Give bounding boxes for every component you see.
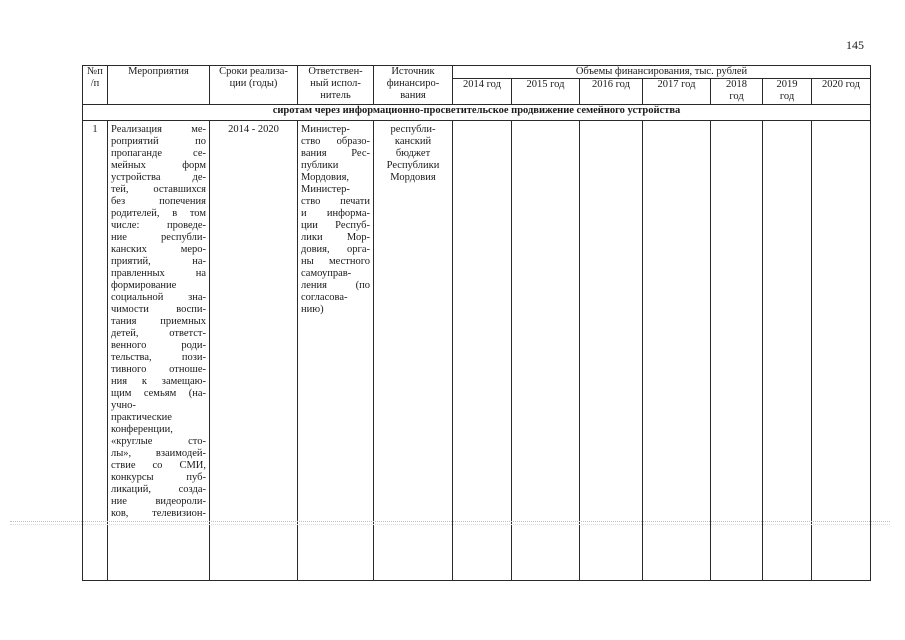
text-line: венного роди-: [111, 340, 206, 351]
text-line: канских меро-: [111, 244, 206, 255]
text-line: самоуправ-: [301, 268, 352, 279]
text-line: формирование: [111, 280, 177, 291]
text-line: ние видеороли-: [111, 496, 206, 507]
text-line: ков, телевизион-: [111, 508, 206, 519]
source-text: [374, 121, 452, 184]
measure-text: [108, 121, 209, 520]
text-line: ние республи-: [111, 232, 206, 243]
text-line: ны местного: [301, 256, 370, 267]
text-line: числе: проведе-: [111, 220, 206, 231]
text-line: правленных на: [111, 268, 206, 279]
text-line: тей, оставшихся: [111, 184, 206, 195]
header-year-2016: 2016 год: [580, 79, 643, 105]
amount-2017: [643, 121, 711, 581]
text-line: учно-: [111, 400, 136, 411]
text-line: социальной зна-: [111, 292, 206, 303]
text-line: родителей, в том: [111, 208, 206, 219]
text-line: Мордовия,: [301, 172, 350, 183]
text-line: тивного отноше-: [111, 364, 206, 375]
text-line: практические: [111, 412, 172, 423]
amount-2018: [711, 121, 763, 581]
text-line: нию): [301, 304, 324, 315]
header-responsible: Ответствен- ный испол- нитель: [298, 66, 374, 105]
amount-2020: [812, 121, 871, 581]
table-row: [83, 121, 871, 581]
amount-2019: [763, 121, 812, 581]
header-year-2020: 2020 год: [812, 79, 871, 105]
amount-2014: [453, 121, 512, 581]
text-line: конкурсы пуб-: [111, 472, 206, 483]
text-line: «круглые сто-: [111, 436, 206, 447]
text-line: Министер-: [301, 124, 350, 135]
header-year-2019: 2019 год: [763, 79, 812, 105]
text-line: чимости воспи-: [111, 304, 206, 315]
text-line: щим семьям (на-: [111, 388, 206, 399]
text-line: ликаций, созда-: [111, 484, 206, 495]
text-line: вания Рес-: [301, 148, 370, 159]
text-line: республи-: [390, 124, 436, 135]
text-line: пропаганде се-: [111, 148, 206, 159]
text-line: устройства де-: [111, 172, 206, 183]
row-number: 1: [83, 121, 108, 581]
text-line: лики Мор-: [301, 232, 370, 243]
text-line: детей, ответст-: [111, 328, 206, 339]
text-line: тания приемных: [111, 316, 206, 327]
text-line: Мордовия: [390, 172, 436, 183]
text-line: без попечения: [111, 196, 206, 207]
header-year-2018: 2018 год: [711, 79, 763, 105]
scan-artifact-line: [10, 524, 890, 525]
header-terms: Сроки реализа- ции (годы): [210, 66, 298, 105]
text-line: согласова-: [301, 292, 348, 303]
text-line: Республики: [386, 160, 440, 171]
text-line: тельства, пози-: [111, 352, 206, 363]
text-line: приятий, на-: [111, 256, 206, 267]
text-line: Министер-: [301, 184, 350, 195]
page-number: 145: [846, 38, 864, 52]
amount-2015: [512, 121, 580, 581]
section-row: [83, 105, 871, 121]
text-line: канский: [394, 136, 432, 147]
text-line: конференции,: [111, 424, 173, 435]
text-line: публики: [301, 160, 339, 171]
text-line: ство печати: [301, 196, 370, 207]
text-line: ство образо-: [301, 136, 370, 147]
amount-2016: [580, 121, 643, 581]
header-year-2017: 2017 год: [643, 79, 711, 105]
text-line: ления (по: [301, 280, 370, 291]
text-line: ции Респуб-: [301, 220, 370, 231]
header-year-2014: 2014 год: [453, 79, 512, 105]
row-source: [374, 121, 453, 581]
funding-plan-table: [82, 65, 871, 581]
header-funding-group: Объемы финансирования, тыс. рублей: [453, 66, 871, 79]
text-line: и информа-: [301, 208, 370, 219]
text-line: лы», взаимодей-: [111, 448, 206, 459]
text-line: ния к замещаю-: [111, 376, 206, 387]
header-row-top: [83, 66, 871, 79]
header-year-2015: 2015 год: [512, 79, 580, 105]
responsible-text: [298, 121, 373, 316]
text-line: роприятий по: [111, 136, 206, 147]
text-line: бюджет: [395, 148, 431, 159]
header-num: №п /п: [83, 66, 108, 105]
header-measures: Мероприятия: [108, 66, 210, 105]
text-line: мейных форм: [111, 160, 206, 171]
text-line: довия, орга-: [301, 244, 370, 255]
row-measure: [108, 121, 210, 581]
row-responsible: [298, 121, 374, 581]
text-line: ствие со СМИ,: [111, 460, 206, 471]
scan-artifact-line: [10, 521, 890, 522]
row-terms: 2014 - 2020: [210, 121, 298, 581]
header-source: Источник финансиро- вания: [374, 66, 453, 105]
text-line: Реализация ме-: [111, 124, 206, 135]
section-title: сиротам через информационно-просветительское продвижение семейного устройства: [83, 105, 871, 121]
